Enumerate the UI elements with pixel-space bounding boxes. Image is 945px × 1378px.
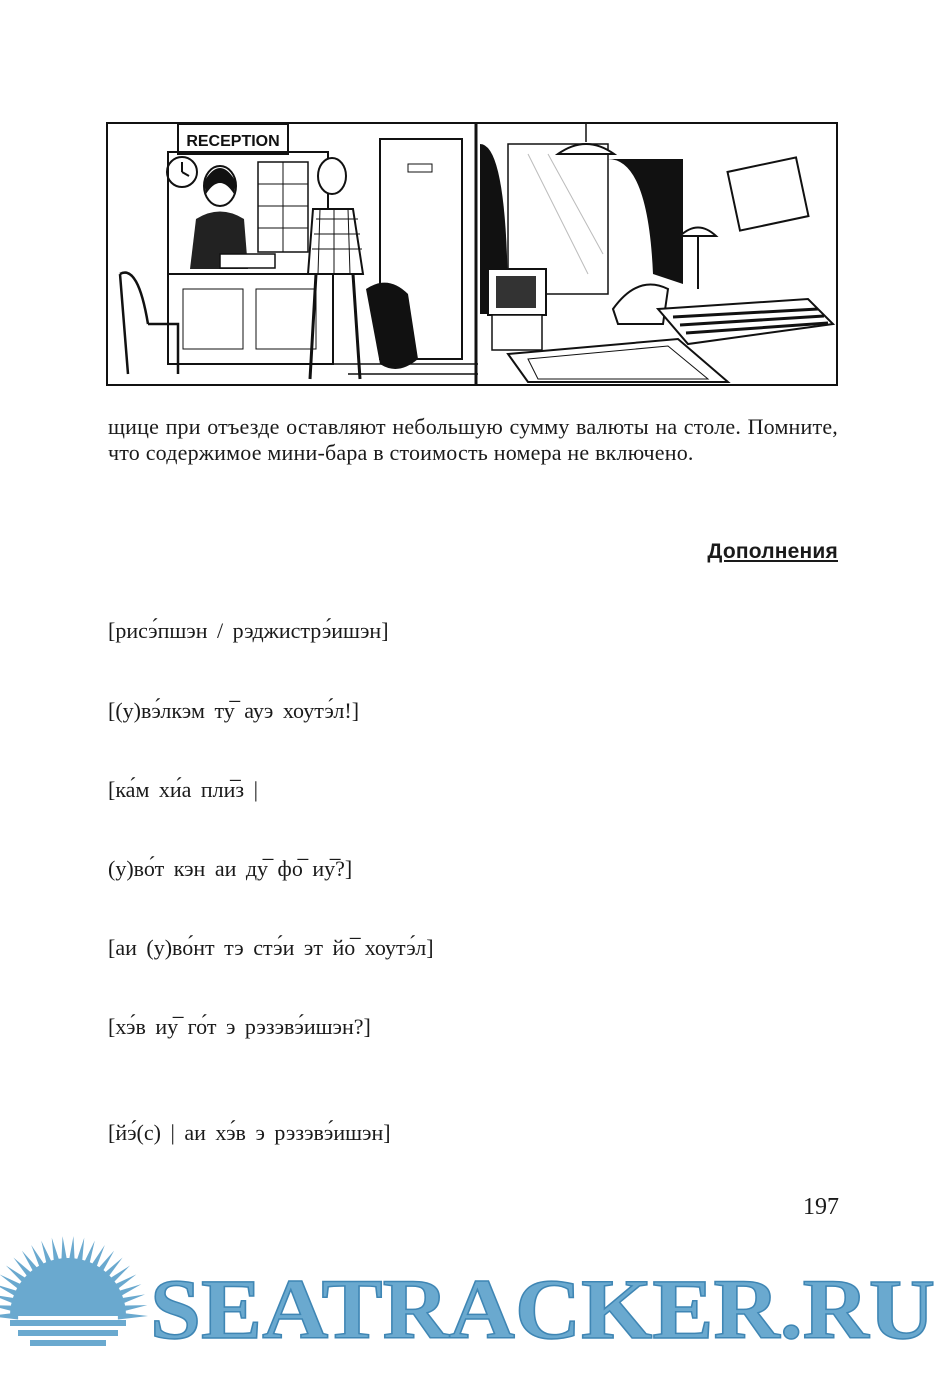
sun-logo-icon: [0, 1236, 148, 1346]
phrase-line: [аи (у)во́нт тэ стэ́и эт йо̅ хоутэ́л]: [108, 935, 434, 960]
watermark-text: SEATRACKER.RU: [150, 1261, 936, 1357]
right-curtain: [608, 159, 683, 284]
phrase-line: [рисэ́пшэн / рэджистрэ́ишэн]: [108, 618, 389, 643]
reception-sign-text: RECEPTION: [186, 133, 280, 150]
guest: [318, 158, 346, 194]
hotel-illustration: [106, 122, 838, 386]
phrase-line: [ка́м хи́а пли̅з |: [108, 777, 259, 802]
section-title: Дополнения: [707, 540, 838, 563]
body-paragraph: щице при отъезде оставляют небольшую сумму валюты на столе. Помните, что содержимое мини-бара в стоимость номера не включено.: [108, 414, 838, 465]
watermark: [0, 1236, 945, 1378]
phrase-line: [(у)вэ́лкэм ту̅ ауэ хоутэ́л!]: [108, 698, 360, 723]
wall-picture: [728, 157, 809, 230]
hotel-scene-drawing: [108, 124, 836, 384]
phrase-line: (у)во́т кэн аи ду̅ фо̅ иу̅?]: [108, 856, 353, 881]
phrase-line: [йэ́(с) | аи хэ́в э рэзэвэ́ишэн]: [108, 1120, 391, 1145]
reception-counter: [168, 274, 333, 364]
page-number: 197: [803, 1194, 839, 1220]
floor-lamp: [680, 228, 716, 237]
phrase-line: [хэ́в иу̅ го́т э рэзэвэ́ишэн?]: [108, 1014, 371, 1039]
armchair: [613, 285, 668, 325]
